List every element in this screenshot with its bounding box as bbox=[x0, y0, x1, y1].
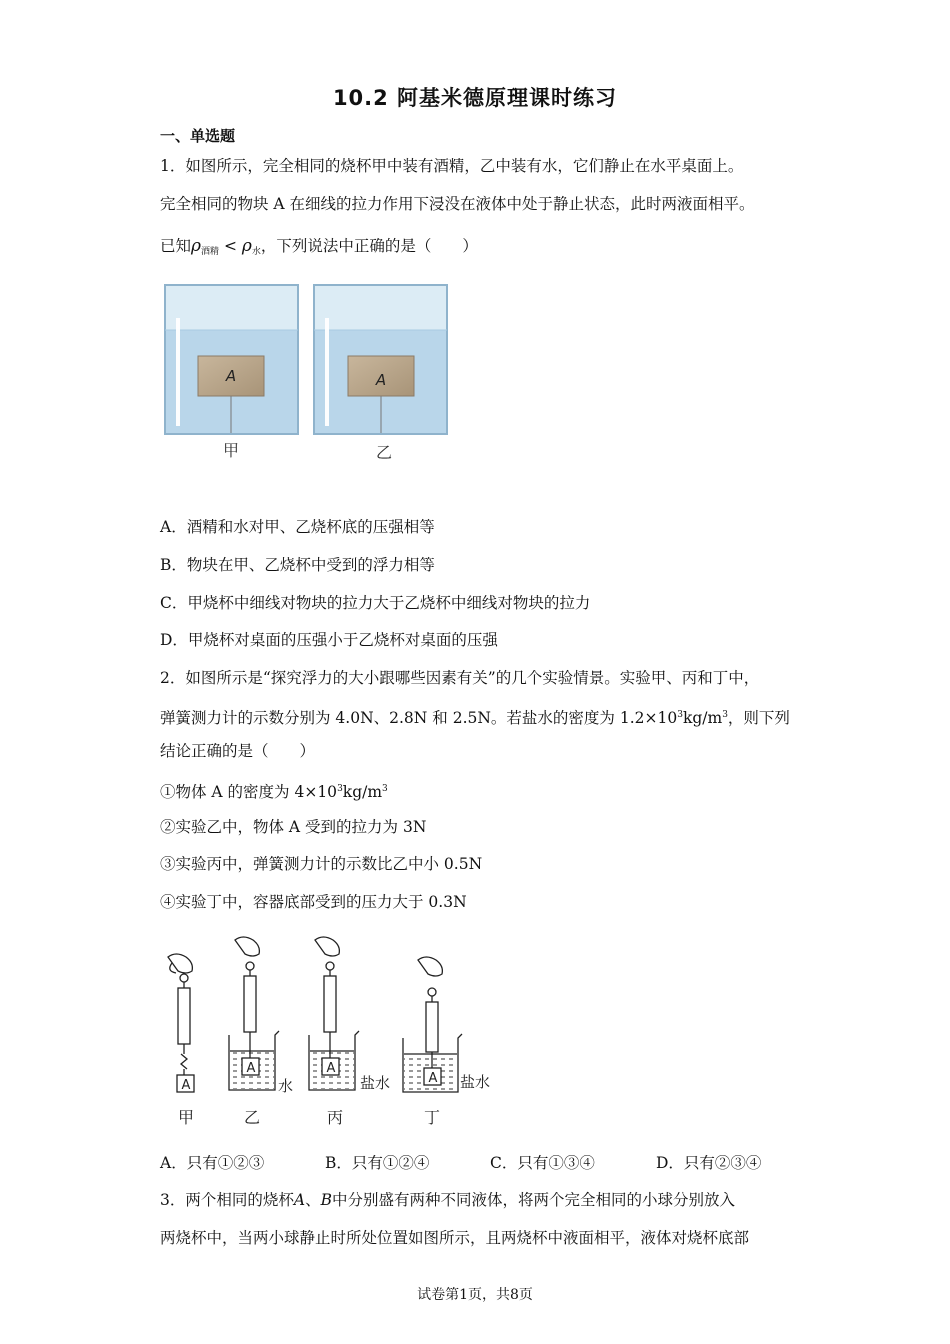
q1-line-3-prefix: 已知 bbox=[160, 237, 192, 255]
q3-line-1 bbox=[160, 1190, 735, 1210]
q1-line-1: 1．如图所示，完全相同的烧杯甲中装有酒精，乙中装有水，它们静止在水平桌面上。 bbox=[160, 157, 744, 175]
rho-symbol: ρ bbox=[191, 236, 202, 256]
beaker-right bbox=[314, 285, 447, 434]
q2-option-a[interactable]: A．只有①②③ bbox=[160, 1154, 265, 1172]
beaker-a-label: A bbox=[293, 1191, 306, 1209]
exponent: 3 bbox=[337, 784, 343, 794]
statement-1-text: ①物体 A 的密度为 4×10 bbox=[160, 783, 338, 802]
q2-line-2-prefix: 弹簧测力计的示数分别为 4.0N、2.8N 和 2.5N。若盐水的密度为 1.2×10 bbox=[160, 709, 678, 728]
block-label-left: A bbox=[225, 367, 237, 385]
unit: kg/m bbox=[342, 783, 383, 802]
q2-statement-2: ②实验乙中，物体 A 受到的拉力为 3N bbox=[160, 818, 427, 836]
q1-line-3 bbox=[160, 236, 478, 262]
beaker-label-jia: 甲 bbox=[222, 441, 240, 460]
setup-jia bbox=[168, 954, 194, 1092]
q1-option-b[interactable]: B．物块在甲、乙烧杯中受到的浮力相等 bbox=[160, 556, 435, 574]
sub-alcohol: 酒精 bbox=[201, 247, 220, 257]
block-label: A bbox=[246, 1061, 256, 1076]
beaker-label-yi: 乙 bbox=[375, 443, 393, 462]
q2-line-2 bbox=[160, 705, 790, 728]
q1-option-c[interactable]: C．甲烧杯中细线对物块的拉力大于乙烧杯中细线对物块的拉力 bbox=[160, 594, 591, 612]
q2-option-d[interactable]: D．只有②③④ bbox=[656, 1154, 762, 1172]
unit: kg/m bbox=[682, 709, 723, 728]
exponent: 3 bbox=[722, 710, 728, 720]
q2-statement-3: ③实验丙中，弹簧测力计的示数比乙中小 0.5N bbox=[160, 855, 483, 873]
exponent: 3 bbox=[677, 710, 683, 720]
label-yi: 乙 bbox=[243, 1108, 261, 1127]
q2-statement-1 bbox=[160, 779, 388, 802]
liquid-label-salt: 盐水 bbox=[360, 1074, 391, 1092]
q2-option-b[interactable]: B．只有①②④ bbox=[325, 1154, 430, 1172]
exponent: 3 bbox=[382, 784, 388, 794]
sub-water: 水 bbox=[251, 247, 261, 257]
liquid-label-salt: 盐水 bbox=[460, 1073, 491, 1091]
beaker-b-label: B bbox=[320, 1191, 332, 1209]
beaker-left bbox=[165, 285, 298, 434]
q3-line-1-suffix: 中分别盛有两种不同液体，将两个完全相同的小球分别放入 bbox=[331, 1191, 735, 1209]
block-label: A bbox=[428, 1071, 438, 1086]
q3-line-1-prefix: 3．两个相同的烧杯 bbox=[160, 1191, 294, 1209]
q2-line-2-suffix: ，则下列 bbox=[727, 709, 790, 728]
page-footer: 试卷第1页，共8页 bbox=[417, 1287, 533, 1303]
separator: 、 bbox=[305, 1191, 321, 1209]
liquid-label-water: 水 bbox=[278, 1077, 294, 1095]
label-jia: 甲 bbox=[177, 1108, 195, 1127]
q1-option-a[interactable]: A．酒精和水对甲、乙烧杯底的压强相等 bbox=[160, 518, 435, 536]
block-label: A bbox=[181, 1078, 191, 1093]
section-heading: 一、单选题 bbox=[160, 127, 236, 145]
label-ding: 丁 bbox=[423, 1108, 441, 1127]
q2-figure-spring-scales bbox=[160, 930, 510, 1130]
page-title: 10.2 阿基米德原理课时练习 bbox=[332, 86, 618, 110]
q1-figure-beakers bbox=[160, 280, 460, 470]
label-bing: 丙 bbox=[326, 1108, 344, 1127]
q2-line-3: 结论正确的是（ ） bbox=[160, 742, 316, 760]
q2-statement-4: ④实验丁中，容器底部受到的压力大于 0.3N bbox=[160, 893, 467, 911]
q1-line-2: 完全相同的物块 A 在细线的拉力作用下浸没在液体中处于静止状态，此时两液面相平。 bbox=[160, 195, 755, 213]
q1-option-d[interactable]: D．甲烧杯对桌面的压强小于乙烧杯对桌面的压强 bbox=[160, 631, 498, 649]
rho-symbol: ρ bbox=[241, 236, 252, 256]
q1-line-3-suffix: ，下列说法中正确的是（ ） bbox=[260, 237, 478, 255]
q2-option-c[interactable]: C．只有①③④ bbox=[490, 1154, 595, 1172]
block-label-right: A bbox=[375, 371, 387, 389]
less-than: < bbox=[219, 237, 242, 255]
q3-line-2: 两烧杯中，当两小球静止时所处位置如图所示，且两烧杯中液面相平，液体对烧杯底部 bbox=[160, 1229, 750, 1247]
block-label: A bbox=[326, 1061, 336, 1076]
q2-line-1: 2．如图所示是“探究浮力的大小跟哪些因素有关”的几个实验情景。实验甲、丙和丁中， bbox=[160, 669, 760, 687]
